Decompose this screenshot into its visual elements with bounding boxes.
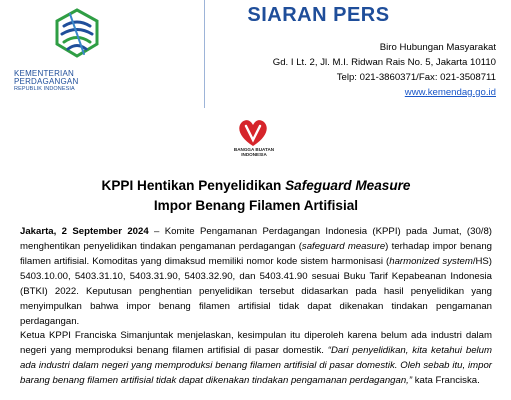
campaign-text xyxy=(210,147,298,157)
organization-info xyxy=(216,40,496,100)
ministry-name xyxy=(14,70,124,93)
bangga-buatan-indonesia-logo xyxy=(222,116,284,168)
p1-italic-a: safeguard measure xyxy=(301,241,386,252)
dateline: Jakarta, 2 September 2024 xyxy=(20,226,149,237)
ministry-line2: PERDAGANGAN xyxy=(14,77,79,86)
p1-text-b: ) terhadap impor benang filamen artifisial. Komoditas yang dimaksud memiliki nomor kode sistem harmonisasi ( xyxy=(20,241,492,267)
p1-italic-b: harmonized system xyxy=(389,256,473,267)
campaign-line2: INDONESIA xyxy=(241,152,267,157)
headline-line1-italic: Safeguard Measure xyxy=(285,178,411,193)
paragraph-1 xyxy=(20,224,492,329)
website-link[interactable]: www.kemendag.go.id xyxy=(404,87,496,98)
headline xyxy=(20,176,492,216)
press-release-title: SIARAN PERS xyxy=(247,4,390,26)
paragraph-2 xyxy=(20,328,492,388)
org-phone: Telp: 021-3860371/Fax: 021-3508711 xyxy=(336,72,496,83)
campaign-line1: BANGGA BUATAN xyxy=(233,147,275,152)
p2-text-a: Ketua KPPI Franciska Simanjuntak menjelaskan, kesimpulan itu diperoleh karena belum ada industri dalam negeri yang memproduksi benang filamen artifisial di pasar domestik. xyxy=(20,330,492,356)
press-release-header xyxy=(0,0,511,110)
p1-text-a: – Komite Pengamanan Perdagangan Indonesia (KPPI) pada Jumat, (30/8) menghentikan penyelidikan tindakan pengamanan perdagangan ( xyxy=(20,226,492,252)
headline-line2: Impor Benang Filamen Artifisial xyxy=(153,198,359,213)
org-name: Biro Hubungan Masyarakat xyxy=(379,42,496,53)
headline-line1-prefix: KPPI Hentikan Penyelidikan xyxy=(101,178,286,193)
ministry-logo xyxy=(14,6,124,106)
headline-line1 xyxy=(20,176,492,196)
header-divider xyxy=(204,0,205,108)
ministry-line1: KEMENTERIAN xyxy=(14,69,74,78)
p1-text-c: /HS) 5403.10.00, 5403.31.10, 5403.31.90, 5403.32.90, dan 5403.41.90 sesuai Buku Tarif Kepabeanan Indonesia (BTKI) 2022. Keputusan penghentian penyelidikan tersebut didasarkan pada hasil penyelidikan yang menyimpulkan bahwa impor benang filamen artifisial tidak dapat dikenakan tindakan pengamanan perdagangan. xyxy=(20,256,492,327)
ministry-emblem-icon xyxy=(50,6,104,68)
p2-italic-quote: “Dari penyelidikan, kita ketahui belum ada industri dalam negeri yang memproduksi benang filamen artifisial di pasar domestik. Oleh sebab itu, impor barang benang filamen artifisial tidak dapat dikenakan tindakan pengamanan perdagangan,” xyxy=(20,345,492,386)
ministry-line3: REPUBLIK INDONESIA xyxy=(14,86,75,92)
p2-text-b: kata Franciska. xyxy=(412,375,480,386)
org-address: Gd. I Lt. 2, Jl. M.I. Ridwan Rais No. 5, Jakarta 10110 xyxy=(272,57,496,68)
